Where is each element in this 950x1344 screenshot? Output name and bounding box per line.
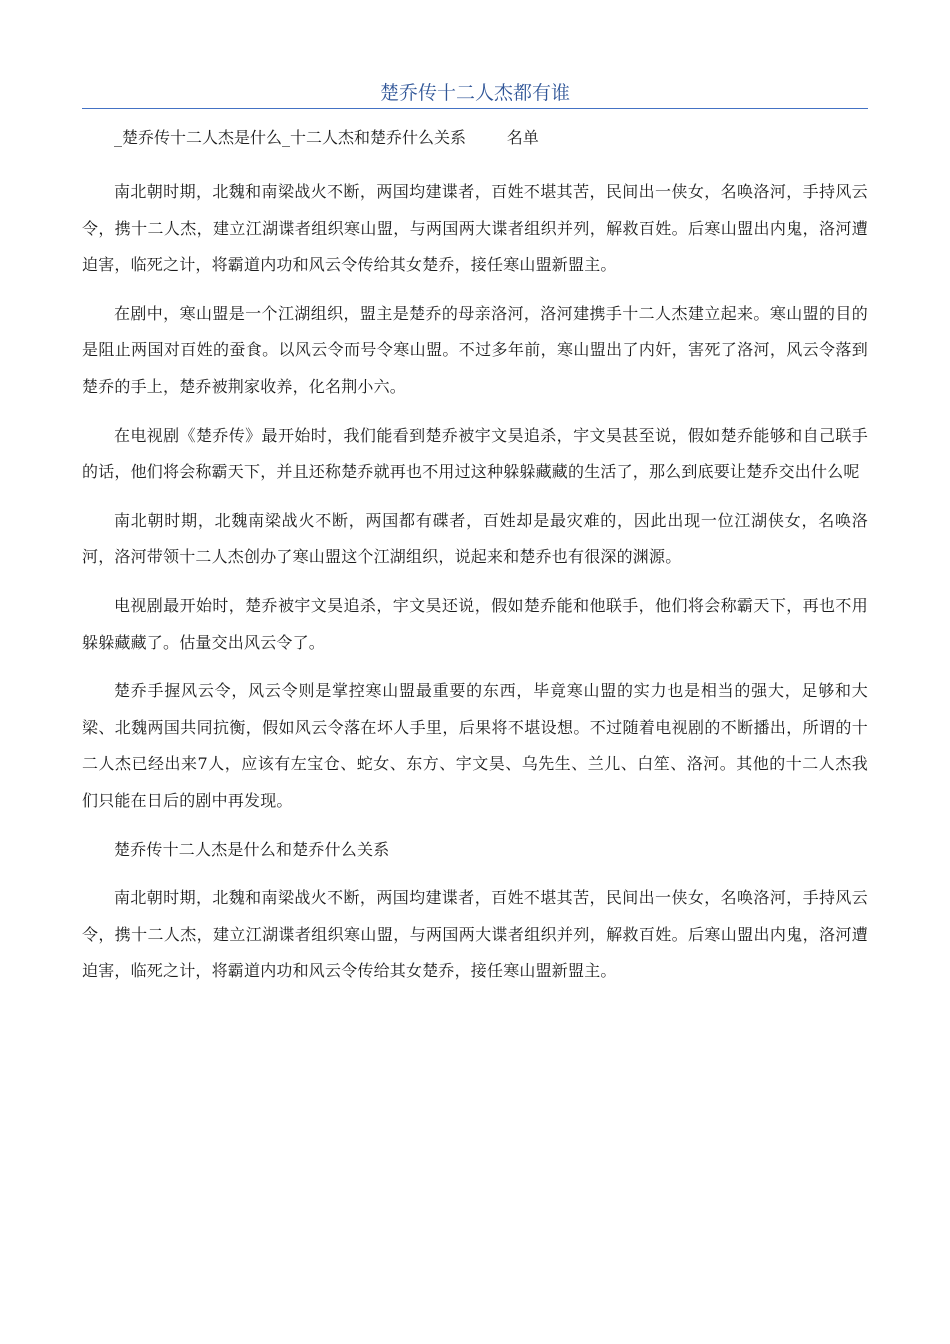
title-underline (82, 108, 868, 109)
paragraph-1: 南北朝时期，北魏和南梁战火不断，两国均建谍者，百姓不堪其苦，民间出一侠女，名唤洛河，手持风云令，携十二人杰，建立江湖谍者组织寒山盟，与两国两大谍者组织并列，解救百姓。后寒山盟出内鬼，洛河遭迫害，临死之计，将霸道内功和风云令传给其女楚乔，接任寒山盟新盟主。 (82, 182, 868, 275)
document-body (82, 174, 868, 1002)
paragraph-8: 南北朝时期，北魏和南梁战火不断，两国均建谍者，百姓不堪其苦，民间出一侠女，名唤洛河，手持风云令，携十二人杰，建立江湖谍者组织寒山盟，与两国两大谍者组织并列，解救百姓。后寒山盟出内鬼，洛河遭迫害，临死之计，将霸道内功和风云令传给其女楚乔，接任寒山盟新盟主。 (82, 888, 868, 981)
paragraph-6: 楚乔手握风云令，风云令则是掌控寒山盟最重要的东西，毕竟寒山盟的实力也是相当的强大，足够和大梁、北魏两国共同抗衡，假如风云令落在坏人手里，后果将不堪设想。不过随着电视剧的不断播出，所谓的十二人杰已经出来7人，应该有左宝仓、蛇女、东方、宇文昊、乌先生、兰儿、白笙、洛河。其他的十二人杰我们只能在日后的剧中再发现。 (82, 681, 868, 810)
paragraph-4: 南北朝时期，北魏南梁战火不断，两国都有碟者，百姓却是最灾难的，因此出现一位江湖侠女，名唤洛河，洛河带领十二人杰创办了寒山盟这个江湖组织，说起来和楚乔也有很深的渊源。 (82, 510, 868, 567)
section-heading: 楚乔传十二人杰是什么和楚乔什么关系 (114, 839, 390, 859)
paragraph-3: 在电视剧《楚乔传》最开始时，我们能看到楚乔被宇文昊追杀，宇文昊甚至说，假如楚乔能够和自己联手的话，他们将会称霸天下，并且还称楚乔就再也不用过这种躲躲藏藏的生活了，那么到底要让楚乔交出什么呢 (82, 425, 868, 482)
paragraph-2: 在剧中，寒山盟是一个江湖组织，盟主是楚乔的母亲洛河，洛河建携手十二人杰建立起来。寒山盟的目的是阻止两国对百姓的蚕食。以风云令而号令寒山盟。不过多年前，寒山盟出了内奸，害死了洛河，风云令落到楚乔的手上，楚乔被荆家收养，化名荆小六。 (82, 303, 868, 396)
paragraph-5: 电视剧最开始时，楚乔被宇文昊追杀，宇文昊还说，假如楚乔能和他联手，他们将会称霸天下，再也不用躲躲藏藏了。估量交出风云令了。 (82, 595, 868, 652)
document-subtitle: _楚乔传十二人杰是什么_十二人杰和楚乔什么关系 名单 (114, 128, 539, 147)
page-title: 楚乔传十二人杰都有谁 (379, 82, 570, 104)
